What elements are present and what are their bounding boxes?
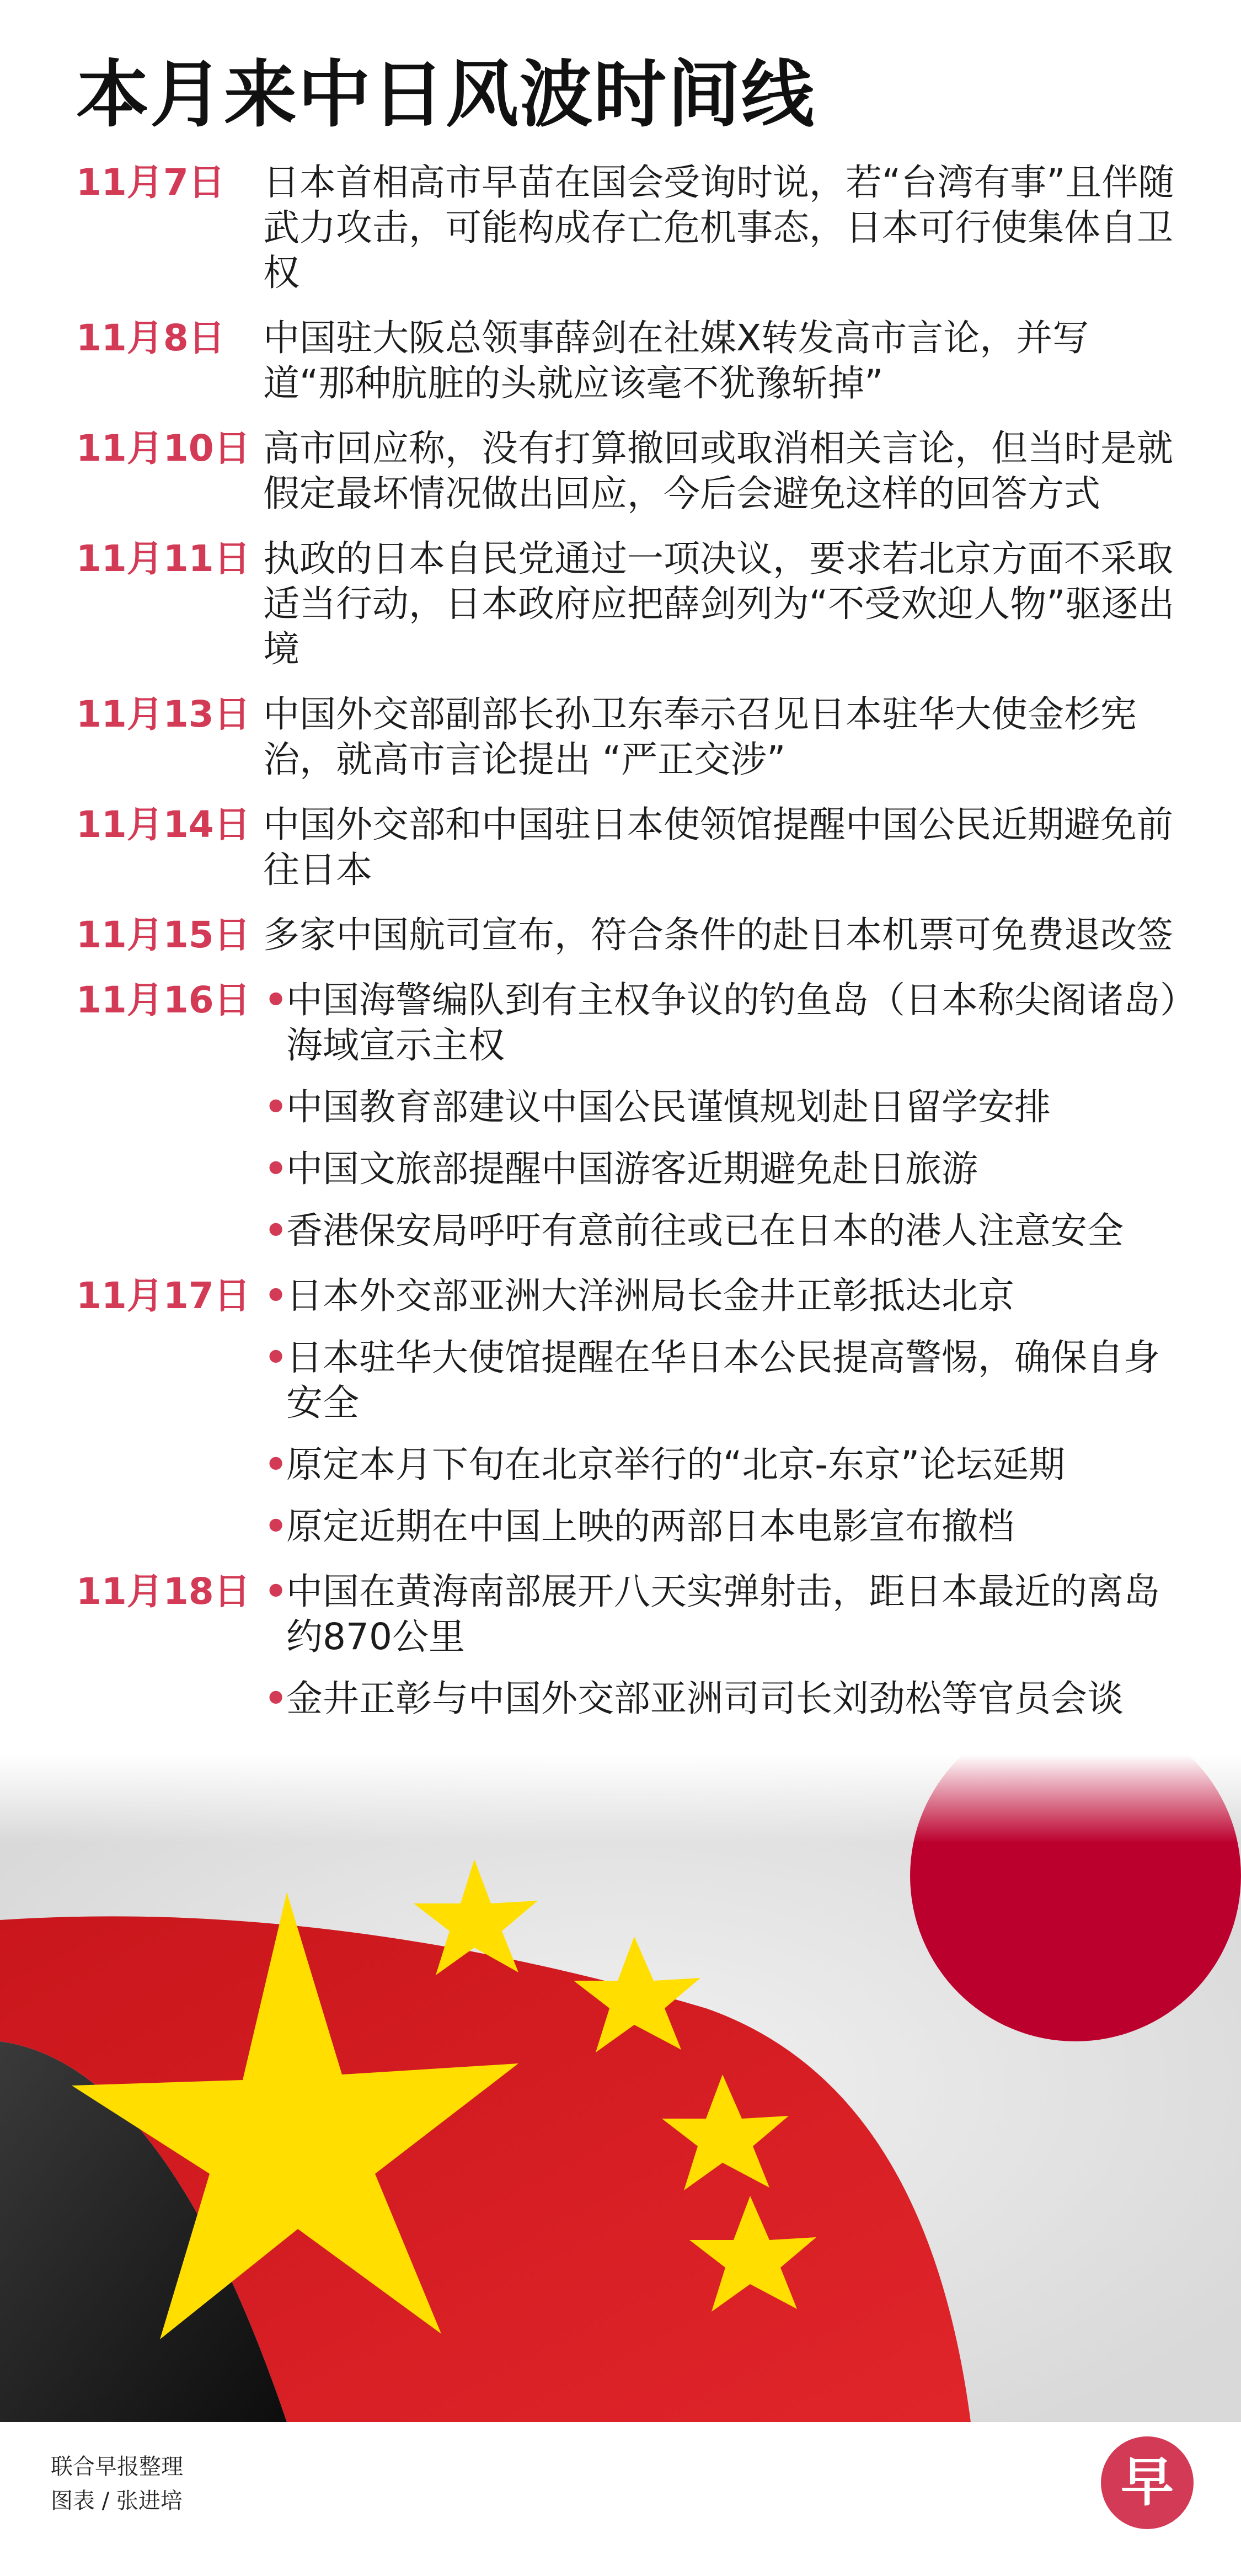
timeline-entry — [76, 426, 1179, 516]
list-item — [263, 1085, 1179, 1130]
entry-date: 11月17日 — [76, 1274, 250, 1317]
item-text: 中国在黄海南部展开八天实弹射击，距日本最近的离岛约870公里 — [286, 1570, 1160, 1658]
bullet-icon: • — [264, 1209, 288, 1252]
entry-date: 11月7日 — [76, 161, 225, 204]
timeline-entry — [76, 978, 1179, 1254]
bullet-icon: • — [264, 979, 288, 1021]
entry-item-list — [263, 978, 1179, 1254]
entry-date: 11月15日 — [76, 914, 250, 956]
bullet-icon: • — [264, 1148, 288, 1190]
list-item — [263, 1676, 1179, 1721]
entry-text: 多家中国航司宣布，符合条件的赴日本机票可免费退改签 — [263, 914, 1173, 956]
entry-text: 日本首相高市早苗在国会受询时说，若“台湾有事”且伴随武力攻击，可能构成存亡危机事态，日本可行使集体自卫权 — [263, 161, 1175, 294]
item-text: 日本驻华大使馆提醒在华日本公民提高警惕，确保自身安全 — [286, 1336, 1160, 1424]
entry-text: 执政的日本自民党通过一项决议，要求若北京方面不采取适当行动，日本政府应把薛剑列为“不受欢迎人物”驱逐出境 — [263, 537, 1175, 670]
bullet-icon: • — [264, 1086, 288, 1128]
bullet-icon: • — [264, 1505, 288, 1548]
source-credit: 联合早报整理 — [51, 2454, 183, 2479]
list-item — [263, 978, 1179, 1068]
item-text: 原定本月下旬在北京举行的“北京-东京”论坛延期 — [286, 1443, 1066, 1486]
credits — [51, 2450, 183, 2518]
item-text: 中国教育部建议中国公民谨慎规划赴日留学安排 — [286, 1086, 1051, 1128]
timeline-entry — [76, 802, 1179, 893]
page-title: 本月来中日风波时间线 — [76, 52, 815, 137]
item-text: 香港保安局呼吁有意前往或已在日本的港人注意安全 — [286, 1209, 1124, 1252]
list-item — [263, 1442, 1179, 1487]
logo-char: 早 — [1121, 2451, 1174, 2513]
list-item — [263, 1208, 1179, 1254]
entry-date: 11月14日 — [76, 803, 250, 846]
list-item — [263, 1569, 1179, 1660]
bullet-icon: • — [264, 1336, 288, 1379]
bullet-icon: • — [264, 1677, 288, 1720]
timeline-entry — [76, 1569, 1179, 1721]
entry-text: 中国外交部副部长孙卫东奉示召见日本驻华大使金杉宪治，就高市言论提出 “严正交涉” — [263, 693, 1137, 781]
entry-date: 11月18日 — [76, 1570, 250, 1613]
list-item — [263, 1146, 1179, 1192]
timeline-entry — [76, 536, 1179, 672]
graphic-credit: 图表 / 张进培 — [51, 2488, 183, 2514]
entry-date: 11月10日 — [76, 427, 250, 470]
china-japan-flags-illustration — [0, 1754, 1241, 2422]
entry-date: 11月16日 — [76, 979, 250, 1021]
entry-date: 11月13日 — [76, 693, 250, 735]
entry-date: 11月8日 — [76, 317, 225, 359]
entry-text: 中国外交部和中国驻日本使领馆提醒中国公民近期避免前往日本 — [263, 803, 1173, 891]
list-item — [263, 1273, 1179, 1319]
timeline-entry — [76, 913, 1179, 958]
list-item — [263, 1335, 1179, 1426]
timeline-entry — [76, 160, 1179, 296]
entry-text: 中国驻大阪总领事薛剑在社媒X转发高市言论，并写道“那种肮脏的头就应该毫不犹豫斩掉” — [263, 317, 1089, 404]
bullet-icon: • — [264, 1443, 288, 1486]
list-item — [263, 1504, 1179, 1549]
item-text: 中国文旅部提醒中国游客近期避免赴日旅游 — [286, 1148, 978, 1190]
timeline-entry — [76, 316, 1179, 406]
entry-item-list — [263, 1273, 1179, 1549]
timeline-entry — [76, 1273, 1179, 1549]
entry-text: 高市回应称，没有打算撤回或取消相关言论，但当时是就假定最坏情况做出回应，今后会避免这样的回答方式 — [263, 427, 1173, 515]
item-text: 原定近期在中国上映的两部日本电影宣布撤档 — [286, 1505, 1014, 1548]
timeline — [76, 160, 1179, 1741]
zaobao-logo-icon — [1098, 2433, 1197, 2532]
bullet-icon: • — [264, 1570, 288, 1613]
timeline-entry — [76, 692, 1179, 782]
item-text: 金井正彰与中国外交部亚洲司司长刘劲松等官员会谈 — [286, 1677, 1124, 1720]
entry-item-list — [263, 1569, 1179, 1721]
item-text: 日本外交部亚洲大洋洲局长金井正彰抵达北京 — [286, 1274, 1014, 1317]
entry-date: 11月11日 — [76, 537, 250, 580]
bullet-icon: • — [264, 1274, 288, 1317]
item-text: 中国海警编队到有主权争议的钓鱼岛（日本称尖阁诸岛）海域宣示主权 — [286, 979, 1178, 1066]
